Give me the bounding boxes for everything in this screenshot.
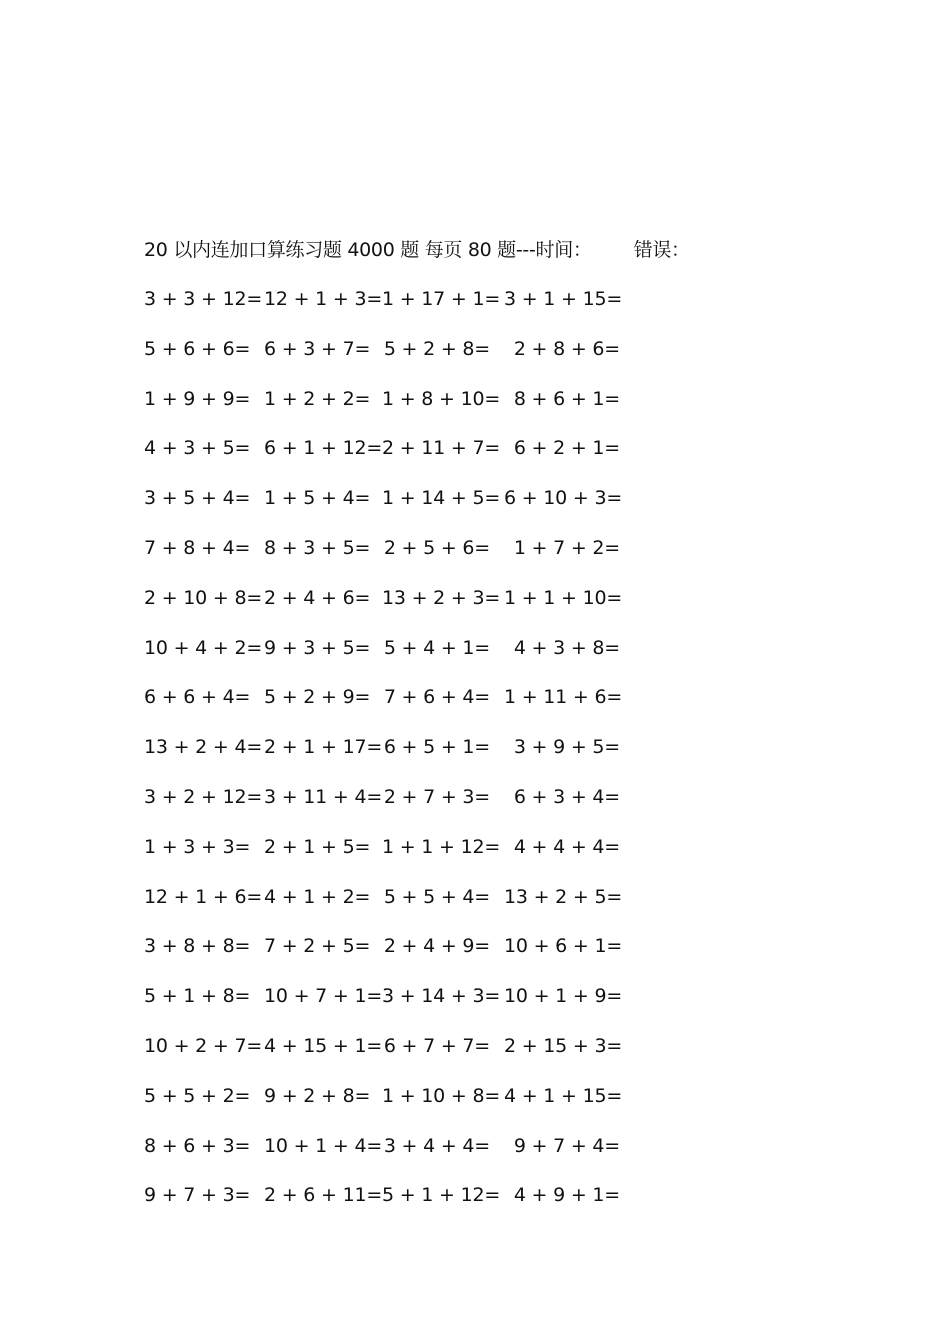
problem: 6 + 7 + 7= [383,1034,490,1057]
problem-row [144,533,704,583]
problem-row [144,1131,704,1181]
problem: 10 + 1 + 4= [264,1134,383,1157]
problem: 1 + 17 + 1= [382,288,501,310]
problem: 1 + 10 + 8= [382,1084,501,1107]
problem-row [144,583,704,633]
problem: 5 + 5 + 4= [383,885,490,908]
problem: 2 + 8 + 6= [513,337,620,360]
problem: 7 + 8 + 4= [144,536,251,559]
problem: 2 + 11 + 7= [382,437,501,460]
problem-row [144,483,704,533]
problem: 13 + 2 + 5= [504,885,623,908]
problem-row [144,931,704,981]
problem: 1 + 8 + 10= [382,387,501,410]
problem: 8 + 6 + 3= [144,1134,251,1157]
error-count-label: 错误： [633,239,690,261]
problem: 2 + 5 + 6= [383,536,490,559]
problem: 13 + 2 + 4= [144,736,263,759]
problem: 3 + 11 + 4= [264,785,383,808]
problem-row [144,732,704,782]
problem-row [144,334,704,384]
problem: 10 + 1 + 9= [504,985,623,1008]
problem: 2 + 1 + 17= [264,736,383,759]
problem: 8 + 6 + 1= [513,387,620,410]
problem: 5 + 4 + 1= [383,636,490,659]
problem: 4 + 1 + 15= [504,1084,623,1107]
problem-row [144,384,704,434]
problem: 6 + 10 + 3= [504,487,623,510]
problem: 3 + 5 + 4= [144,487,251,510]
problem: 3 + 4 + 4= [383,1134,490,1157]
problem: 6 + 5 + 1= [383,736,490,759]
problem: 3 + 9 + 5= [513,736,620,759]
problem-row [144,882,704,932]
problem: 5 + 1 + 12= [382,1184,501,1207]
problem: 5 + 6 + 6= [144,337,251,360]
problem: 4 + 3 + 8= [513,636,620,659]
problem: 10 + 2 + 7= [144,1034,263,1057]
problem-grid [144,284,704,1230]
problem: 2 + 7 + 3= [383,785,490,808]
problem-row [144,782,704,832]
problem: 5 + 2 + 8= [383,337,490,360]
problem: 12 + 1 + 3= [264,288,383,310]
problem-row [144,981,704,1031]
problem-row [144,1081,704,1131]
worksheet-title: 20 以内连加口算练习题 4000 题 每页 80 题---时间： [144,239,592,261]
problem-row [144,1180,704,1230]
problem-row [144,832,704,882]
problem: 4 + 15 + 1= [264,1034,383,1057]
problem: 10 + 7 + 1= [264,985,383,1008]
problem-row [144,682,704,732]
problem: 4 + 4 + 4= [513,835,620,858]
problem: 8 + 3 + 5= [264,536,371,559]
problem: 1 + 3 + 3= [144,835,251,858]
problem: 1 + 14 + 5= [382,487,501,510]
problem: 9 + 3 + 5= [264,636,371,659]
worksheet-header [144,236,690,264]
problem-row [144,284,704,334]
problem-row [144,633,704,683]
problem: 5 + 1 + 8= [144,985,251,1008]
problem: 7 + 2 + 5= [264,935,371,958]
problem: 1 + 9 + 9= [144,387,251,410]
problem: 3 + 3 + 12= [144,288,263,310]
problem: 2 + 10 + 8= [144,586,263,609]
problem: 6 + 3 + 7= [264,337,371,360]
problem: 3 + 2 + 12= [144,785,263,808]
problem: 2 + 6 + 11= [264,1184,383,1207]
problem: 6 + 2 + 1= [513,437,620,460]
problem: 1 + 1 + 12= [382,835,501,858]
problem: 1 + 2 + 2= [264,387,371,410]
problem: 10 + 6 + 1= [504,935,623,958]
problem: 9 + 2 + 8= [264,1084,371,1107]
problem: 1 + 7 + 2= [513,536,620,559]
problem: 4 + 9 + 1= [513,1184,620,1207]
problem: 2 + 4 + 6= [264,586,371,609]
problem: 2 + 4 + 9= [383,935,490,958]
problem: 3 + 14 + 3= [382,985,501,1008]
problem: 9 + 7 + 4= [513,1134,620,1157]
problem: 10 + 4 + 2= [144,636,263,659]
problem: 1 + 5 + 4= [264,487,371,510]
problem: 5 + 2 + 9= [264,686,371,709]
problem: 4 + 3 + 5= [144,437,251,460]
problem: 6 + 6 + 4= [144,686,251,709]
problem: 6 + 1 + 12= [264,437,383,460]
problem-row [144,433,704,483]
problem: 2 + 1 + 5= [264,835,371,858]
problem: 3 + 8 + 8= [144,935,251,958]
problem: 4 + 1 + 2= [264,885,371,908]
problem: 1 + 1 + 10= [504,586,623,609]
problem: 7 + 6 + 4= [383,686,490,709]
problem: 1 + 11 + 6= [504,686,623,709]
problem-row [144,1031,704,1081]
problem: 12 + 1 + 6= [144,885,263,908]
problem: 6 + 3 + 4= [513,785,620,808]
problem: 5 + 5 + 2= [144,1084,251,1107]
problem: 9 + 7 + 3= [144,1184,251,1207]
problem: 13 + 2 + 3= [382,586,501,609]
problem: 3 + 1 + 15= [504,288,623,310]
problem: 2 + 15 + 3= [504,1034,623,1057]
